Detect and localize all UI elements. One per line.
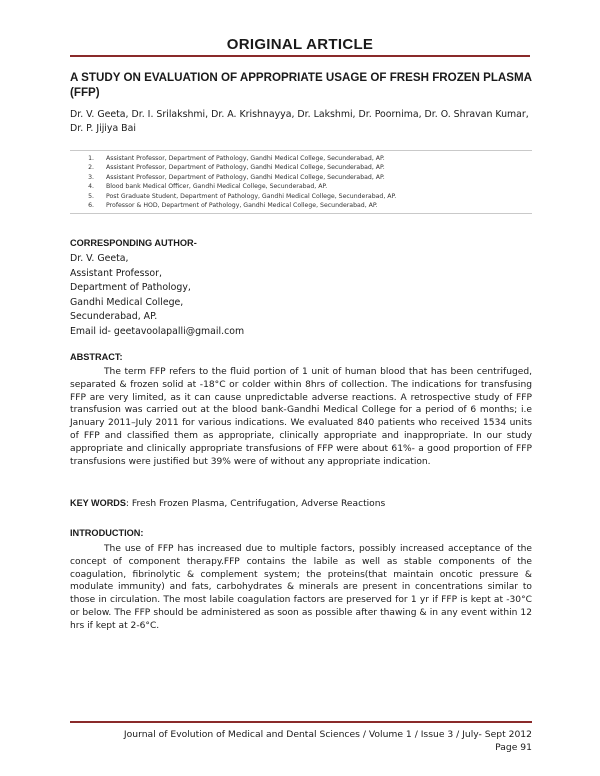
- corresponding-title: Assistant Professor,: [70, 267, 162, 279]
- affiliation-item: [70, 154, 532, 163]
- corresponding-author-heading: CORRESPONDING AUTHOR-: [70, 238, 197, 248]
- affiliation-number: 4.: [88, 183, 94, 191]
- corresponding-college: Gandhi Medical College,: [70, 296, 184, 308]
- affiliation-text: Assistant Professor, Department of Pathology, Gandhi Medical College, Secunderabad, AP.: [106, 164, 385, 172]
- affiliation-item: [70, 201, 532, 210]
- affiliation-number: 5.: [88, 192, 94, 200]
- corresponding-department: Department of Pathology,: [70, 282, 191, 294]
- affiliation-number: 1.: [88, 155, 94, 162]
- affiliation-list: [70, 150, 532, 214]
- introduction-paragraph: [70, 543, 532, 633]
- abstract-text: The term FFP refers to the fluid portion of 1 unit of human blood that has been centrifuged, separated & frozen solid at -18°C or colder within 8hrs of collection. The indications for transfusing FFP are very limited, as it can cause unpredictable adverse reactions. A retrospective study of FFP transfusion was carried out at the blood bank-Gandhi Medical College for a period of 6 months; i.e January 2011–July 2011 for various indications. We evaluated 840 patients who received 1534 units of FFP and classified them as appropriate, clinically appropriate and inappropriate. In our study appropriate and clinically appropriate transfusions of FFP were about 61%- a good proportion of FFP transfusions were justified but 39% were of without any appropriate indication.: [70, 367, 532, 467]
- affiliation-text: Professor & HOD, Department of Pathology, Gandhi Medical College, Secunderabad, AP.: [106, 202, 378, 210]
- affiliation-number: 2.: [88, 164, 94, 172]
- affiliation-item: [70, 182, 532, 191]
- keywords-text: : Fresh Frozen Plasma, Centrifugation, Adverse Reactions: [125, 499, 386, 509]
- author-list: Dr. V. Geeta, Dr. I. Srilakshmi, Dr. A. Krishnayya, Dr. Lakshmi, Dr. Poornima, Dr. O. Shravan Kumar, Dr. P. Jijiya Bai: [70, 109, 529, 134]
- header-divider: [70, 55, 530, 57]
- keywords-label: KEY WORDS: [70, 498, 126, 508]
- affiliation-text: Assistant Professor, Department of Pathology, Gandhi Medical College, Secunderabad, AP.: [106, 173, 385, 181]
- affiliation-item: [70, 192, 532, 201]
- page-footer: [70, 728, 532, 754]
- introduction-heading: INTRODUCTION:: [70, 528, 144, 538]
- corresponding-author-block: [70, 252, 244, 340]
- footer-divider: [70, 721, 532, 723]
- affiliation-item: [70, 173, 532, 182]
- page-number: Page 91: [495, 742, 532, 753]
- journal-citation: Journal of Evolution of Medical and Dental Sciences / Volume 1 / Issue 3 / July- Sept 2012: [123, 729, 532, 740]
- affiliation-text: Post Graduate Student, Department of Pathology, Gandhi Medical College, Secunderabad, AP.: [106, 192, 397, 200]
- introduction-text: The use of FFP has increased due to multiple factors, possibly increased acceptance of the concept of component therapy.FFP contains the labile as well as stable components of the coagulation, fibrinolytic & complement system; the proteins(that maintain oncotic pressure & modulate immunity) and fats, carbohydrates & minerals are present in concentrations similar to those in circulation. The most labile coagulation factors are preserved for 1 yr if FFP is kept at -30°C or below. The FFP should be administered as soon as possible after thawing & in any event within 12 hrs if kept at 2-6°C.: [70, 544, 532, 631]
- keywords-line: [70, 498, 532, 509]
- affiliation-text: Assistant Professor, Department of Pathology, Gandhi Medical College, Secunderabad, AP.: [106, 155, 385, 162]
- page-header-title: ORIGINAL ARTICLE: [226, 36, 374, 53]
- affiliation-number: 3.: [88, 173, 94, 181]
- abstract-paragraph: [70, 366, 532, 468]
- affiliation-number: 6.: [88, 202, 94, 210]
- abstract-heading: ABSTRACT:: [70, 352, 123, 362]
- corresponding-name: Dr. V. Geeta,: [70, 253, 129, 264]
- affiliation-item: [70, 163, 532, 172]
- corresponding-city: Secunderabad, AP.: [70, 311, 158, 323]
- affiliation-text: Blood bank Medical Officer, Gandhi Medical College, Secunderabad, AP.: [106, 183, 328, 191]
- article-title: A STUDY ON EVALUATION OF APPROPRIATE USAGE OF FRESH FROZEN PLASMA (FFP): [70, 71, 532, 99]
- corresponding-email: Email id- geetavoolapalli@gmail.com: [70, 325, 245, 337]
